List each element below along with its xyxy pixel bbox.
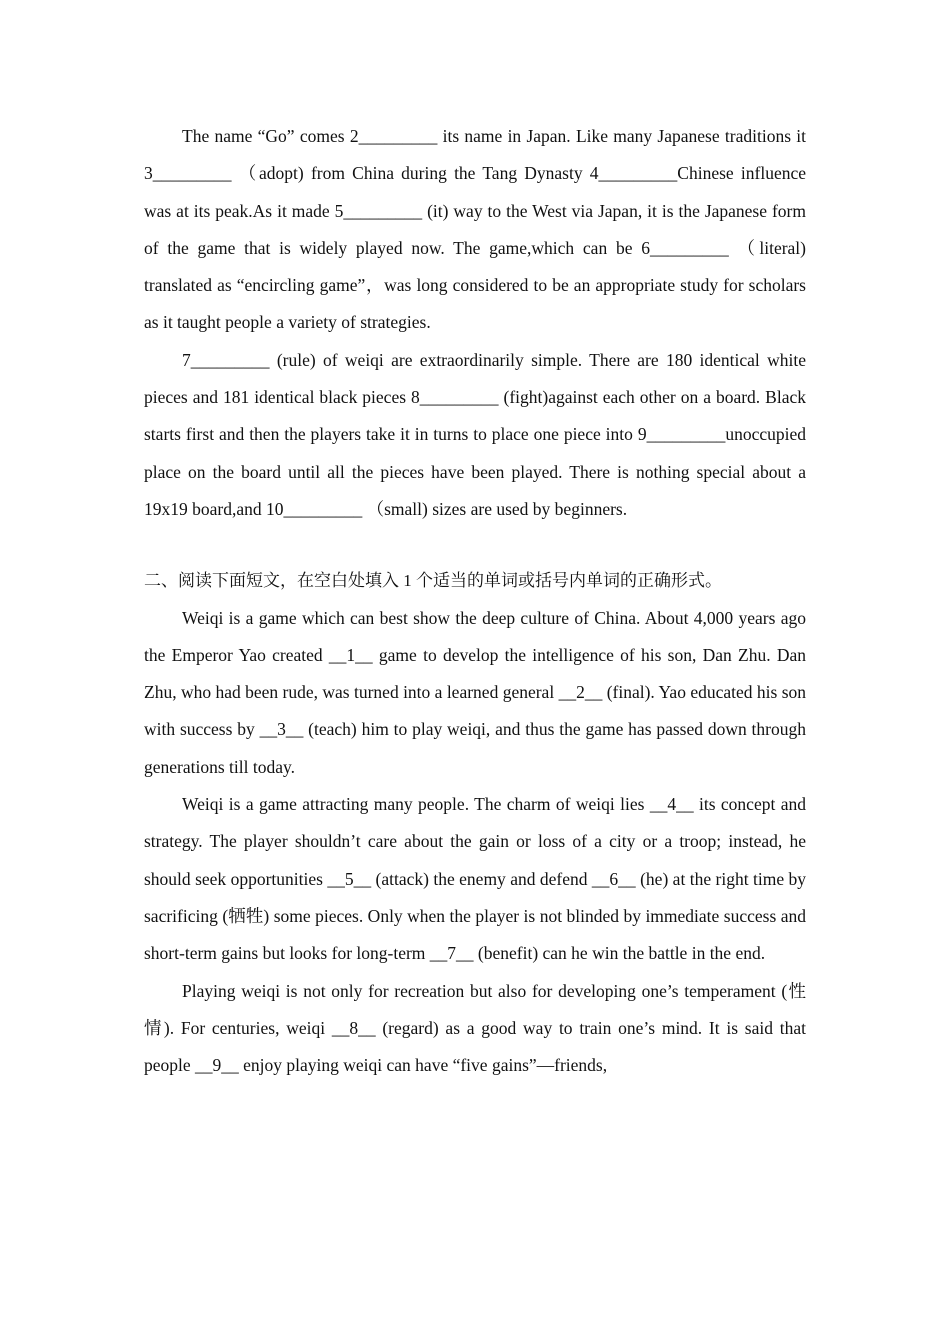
section2-paragraph-1: Weiqi is a game which can best show the deep culture of China. About 4,000 years ago the Emperor Yao created __1__ game to develop the intelligence of his son, Dan Zhu. Dan Zhu, who had been rude, was turned into a learned general __2__ (final). Yao educated his son with success by __3__ (teach) him to play weiqi, and thus the game has passed down through generations till today. xyxy=(144,607,806,777)
section2-paragraph-2: Weiqi is a game attracting many people. The charm of weiqi lies __4__ its concept and strategy. The player shouldn’t care about the gain or loss of a city or a troop; instead, he should seek opportunities __5__ (attack) the enemy and defend __6__ (he) at the right time by sacrificing (牺牲) some pieces. Only when the player is not blinded by immediate success and short-term gains but looks for long-term __7__ (benefit) can he win the battle in the end. xyxy=(144,794,806,964)
passage1-paragraph-2: 7_________ (rule) of weiqi are extraordinarily simple. There are 180 identical white pieces and 181 identical black pieces 8_________ (fight)against each other on a board. Black starts first and then the players take it in turns to place one piece into 9_________unoccupied place on the board until all the pieces have been played. There is nothing special about a 19x19 board,and 10_________ （small) sizes are used by beginners. xyxy=(144,349,806,519)
passage1-paragraph-1: The name “Go” comes 2_________ its name in Japan. Like many Japanese traditions it 3_________ （adopt) from China during the Tang Dynasty 4_________Chinese influence was at its peak.As it made 5_________ (it) way to the West via Japan, it is the Japanese form of the game that is widely played now. The game,which can be 6_________ （literal) translated as “encircling game”，was long considered to be an appropriate study for scholars as it taught people a variety of strategies. xyxy=(144,126,806,333)
section2-paragraph-3: Playing weiqi is not only for recreation but also for developing one’s temperament (性情). For centuries, weiqi __8__ (regard) as a good way to train one’s mind. It is said that people __9__ enjoy playing weiqi can have “five gains”—friends, xyxy=(144,980,806,1076)
document-page xyxy=(144,118,806,1084)
section2-heading: 二、阅读下面短文，在空白处填入 1 个适当的单词或括号内单词的正确形式。 xyxy=(144,571,722,591)
